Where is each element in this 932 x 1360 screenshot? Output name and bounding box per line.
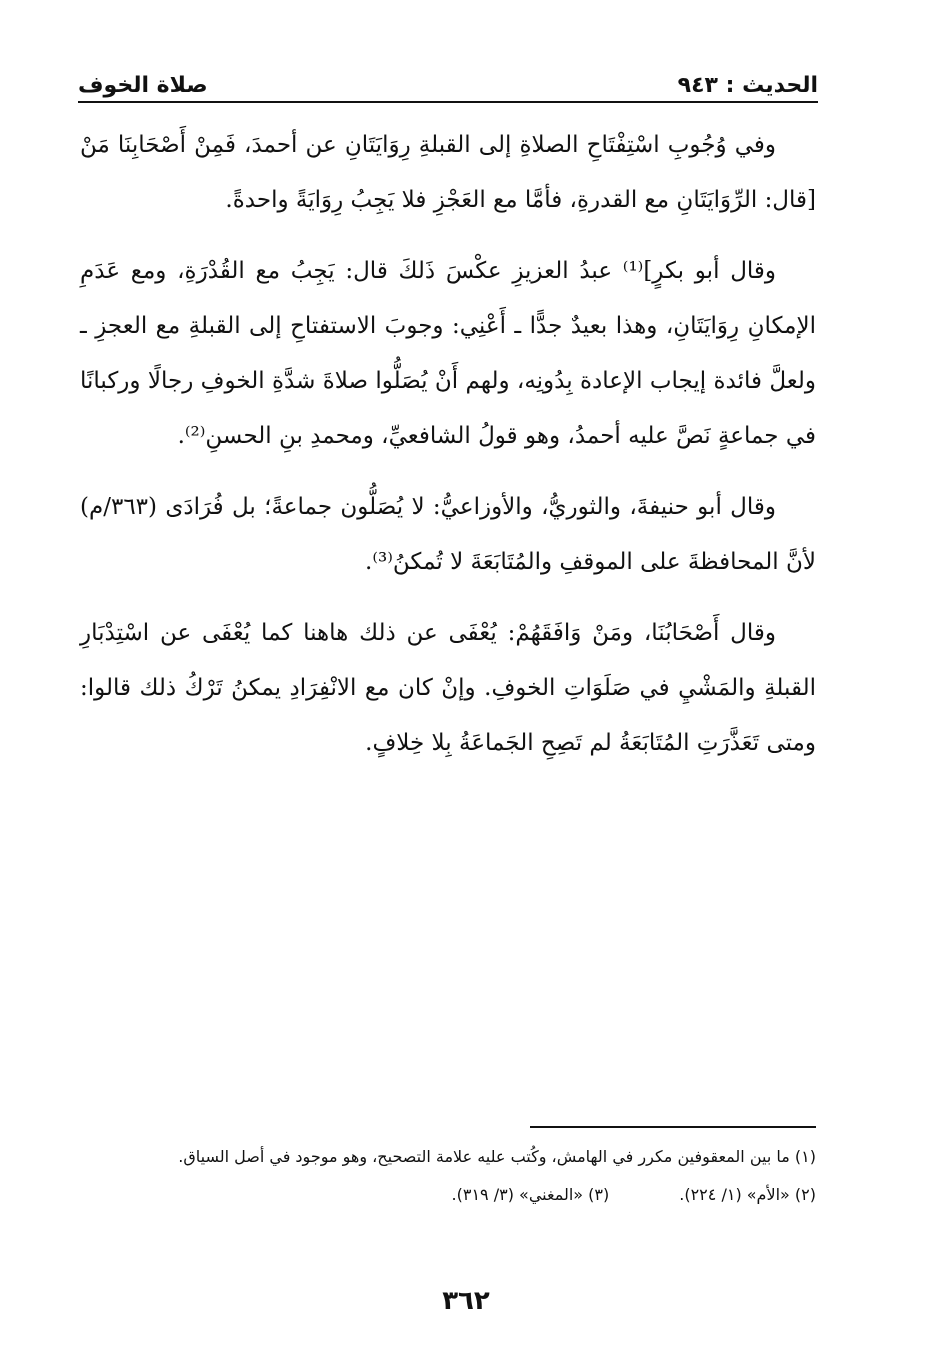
paragraph: وفي وُجُوبِ اسْتِفْتَاحِ الصلاةِ إلى القبلةِ رِوَايَتَانِ عن أحمدَ، فَمِنْ أَصْحَابِنَا مَنْ [قال: الرِّوَايَتَانِ مع القدرةِ، فأمَّا مع العَجْزِ فلا يَجِبُ رِوَايَةً واحدةً. bbox=[80, 132, 816, 213]
paragraph: وقال أَصْحَابُنَا، ومَنْ وَافَقَهُمْ: يُعْفَى عن ذلك هاهنا كما يُعْفَى عن اسْتِدْبَارِ القبلةِ والمَشْيِ في صَلَوَاتِ الخوفِ. وإنْ كان مع الانْفِرَادِ يمكنُ تَرْكُ ذلك قالوا: ومتى تَعَذَّرَتِ المُتَابَعَةُ لم تَصِحِ الجَماعَةُ بِلا خِلافٍ. bbox=[80, 620, 816, 756]
footnote-2: (٢) «الأم» (١/ ٢٢٤). bbox=[679, 1185, 816, 1204]
footnotes bbox=[78, 1138, 816, 1214]
page-number: ٣٦٢ bbox=[442, 1286, 490, 1316]
footnote-3: (٣) «المغني» (٣/ ٣١٩). bbox=[451, 1185, 610, 1204]
running-header bbox=[78, 64, 818, 98]
header-section-title: الحديث : ٩٤٣ bbox=[677, 73, 818, 98]
paragraph: وقال أبو حنيفةَ، والثوريُّ، والأوزاعيُّ: لا يُصَلُّون جماعةً؛ بل فُرَادَى (٣٦٣/م) لأنَّ المحافظةَ على الموقفِ والمُتَابَعَةَ لا تُمكنُ⁽³⁾. bbox=[80, 494, 816, 575]
main-text bbox=[80, 118, 816, 787]
header-chapter-title: صلاة الخوف bbox=[78, 73, 208, 98]
footnote-1: (١) ما بين المعقوفين مكرر في الهامش، وكُتب عليه علامة التصحيح، وهو موجود في أصل السياق. bbox=[178, 1147, 816, 1166]
footnote-row bbox=[78, 1176, 816, 1214]
header-rule bbox=[78, 101, 818, 103]
footnote-rule bbox=[530, 1126, 816, 1128]
paragraph: وقال أبو بكرٍ]⁽¹⁾ عبدُ العزيزِ عكْسَ ذَلكَ قال: يَجِبُ مع القُدْرَةِ، ومع عَدَمِ الإمكانِ رِوَايَتَانِ، وهذا بعيدٌ جدًّا ـ أَعْنِي: وجوبَ الاستفتاحِ إلى القبلةِ مع العجزِ ـ ولعلَّ فائدة إيجاب الإعادة بِدُونِه، ولهم أَنْ يُصَلُّوا صلاةَ شدَّةِ الخوفِ رجالًا وركبانًا في جماعةٍ نَصَّ عليه أحمدُ، وهو قولُ الشافعيِّ، ومحمدِ بنِ الحسنِ⁽²⁾. bbox=[80, 258, 816, 449]
